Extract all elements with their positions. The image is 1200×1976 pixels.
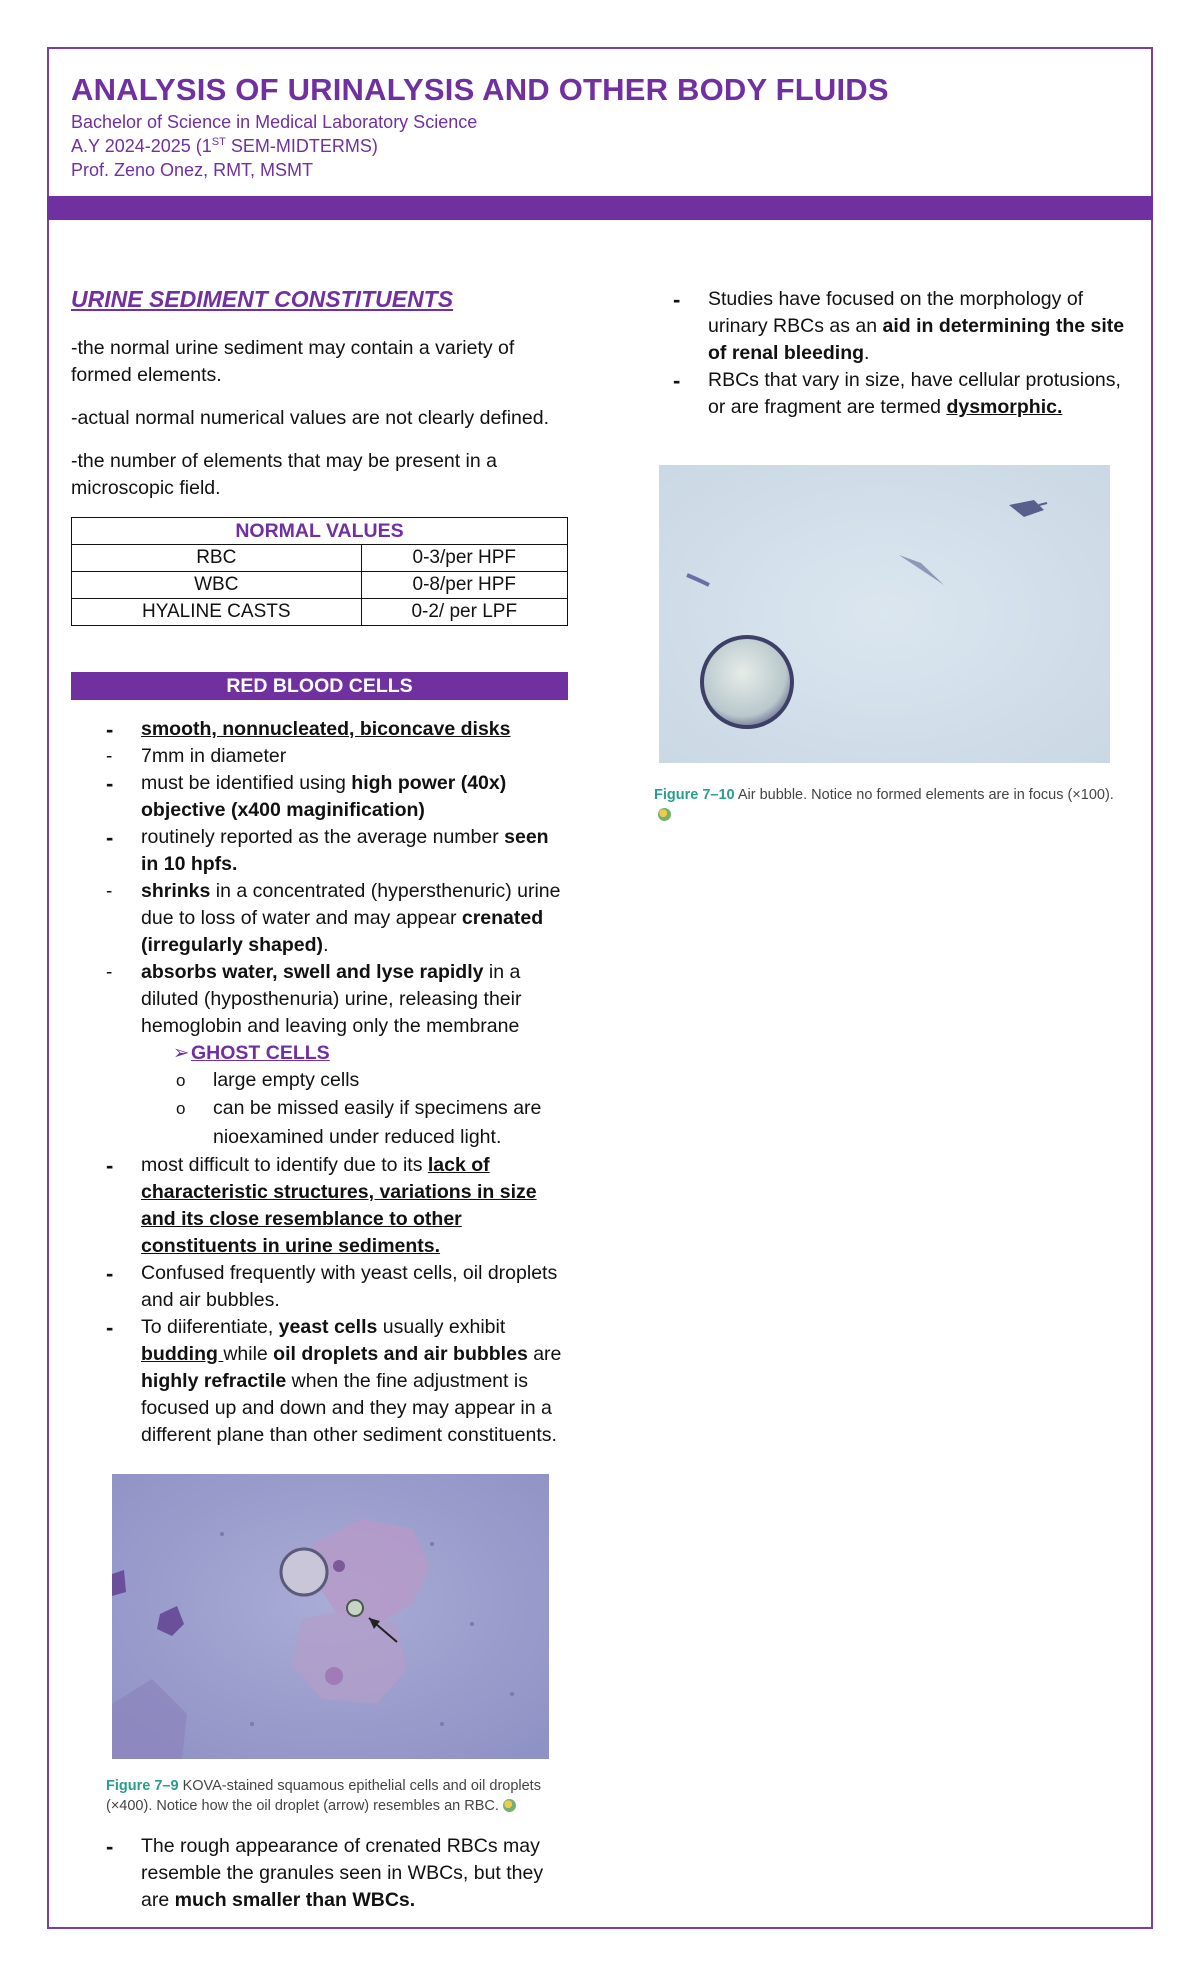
list-item: - must be identified using high power (40x) objective (x400 maginification) (106, 771, 507, 821)
program-line: Bachelor of Science in Medical Laboratory Science (71, 112, 478, 132)
list-item: - RBCs that vary in size, have cellular protusions, or are fragment are termed dysmorphic. (673, 368, 1121, 418)
disk-icon (503, 1799, 516, 1812)
list-item: o can be missed easily if specimens are nioexamined under reduced light. (71, 1094, 571, 1152)
list-item: - Studies have focused on the morphology of urinary RBCs as an aid in determining the site of renal bleeding. (673, 287, 1125, 364)
figure-7-9-caption: Figure 7–9 KOVA-stained squamous epithelial cells and oil droplets (×400). Notice how the oil droplet (arrow) resembles an RBC. (106, 1778, 541, 1814)
intro-paragraph-2: -actual normal numerical values are not clearly defined. (71, 407, 549, 429)
list-item: - absorbs water, swell and lyse rapidly in a diluted (hyposthenuria) urine, releasing their hemoglobin and leaving only the membrane (106, 961, 522, 1037)
rbc-section-header: RED BLOOD CELLS (71, 672, 568, 700)
list-item: - Confused frequently with yeast cells, oil droplets and air bubbles. (106, 1261, 558, 1311)
rbc-bullet-list (71, 716, 571, 1449)
header-band (47, 196, 1153, 220)
ghost-cells-heading: ➢ GHOST CELLS (71, 1040, 571, 1067)
arrow-bullet-icon: ➢ (173, 1042, 190, 1064)
academic-year-line: A.Y 2024-2025 (1ST SEM-MIDTERMS) (71, 136, 378, 156)
circle-bullet-icon: o (176, 1099, 186, 1118)
normal-values-table (71, 517, 568, 626)
list-item: - most difficult to identify due to its lack of characteristic structures, variations in size and its close resemblance to other constituents in urine sediments. (106, 1153, 537, 1257)
document-title: ANALYSIS OF URINALYSIS AND OTHER BODY FLUIDS (71, 72, 889, 107)
figure-7-9-micrograph (112, 1474, 549, 1759)
professor-line: Prof. Zeno Onez, RMT, MSMT (71, 160, 314, 180)
rbc-bullet-list-continued (71, 1833, 571, 1914)
list-item: - smooth, nonnucleated, biconcave disks (106, 717, 511, 742)
list-item: - To diiferentiate, yeast cells usually exhibit budding while oil droplets and air bubbles are highly refractile when the fine adjustment is focused up and down and they may appear in a different plane than other sediment constituents. (106, 1315, 562, 1446)
figure-7-10-micrograph (659, 465, 1110, 763)
section-title: URINE SEDIMENT CONSTITUENTS (71, 286, 454, 312)
list-item: - 7mm in diameter (106, 745, 287, 767)
list-item: - shrinks in a concentrated (hypersthenuric) urine due to loss of water and may appear crenated (irregularly shaped). (106, 880, 561, 956)
circle-bullet-icon: o (176, 1071, 186, 1090)
table-row: RBC 0-3/per HPF (72, 545, 568, 572)
intro-paragraph-1: -the normal urine sediment may contain a variety of formed elements. (71, 337, 515, 386)
intro-paragraph-3: -the number of elements that may be present in a microscopic field. (71, 450, 497, 499)
list-item: - routinely reported as the average number seen in 10 hpfs. (106, 825, 549, 875)
table-row: WBC 0-8/per HPF (72, 572, 568, 599)
normal-values-header: NORMAL VALUES (72, 518, 568, 545)
right-bullet-list (660, 286, 1130, 421)
figure-7-10-caption: Figure 7–10 Air bubble. Notice no formed elements are in focus (×100). (654, 785, 1124, 825)
list-item: o large empty cells (71, 1067, 571, 1094)
disk-icon (658, 808, 671, 821)
list-item: - The rough appearance of crenated RBCs may resemble the granules seen in WBCs, but they are much smaller than WBCs. (106, 1834, 544, 1911)
table-row: HYALINE CASTS 0-2/ per LPF (72, 599, 568, 626)
